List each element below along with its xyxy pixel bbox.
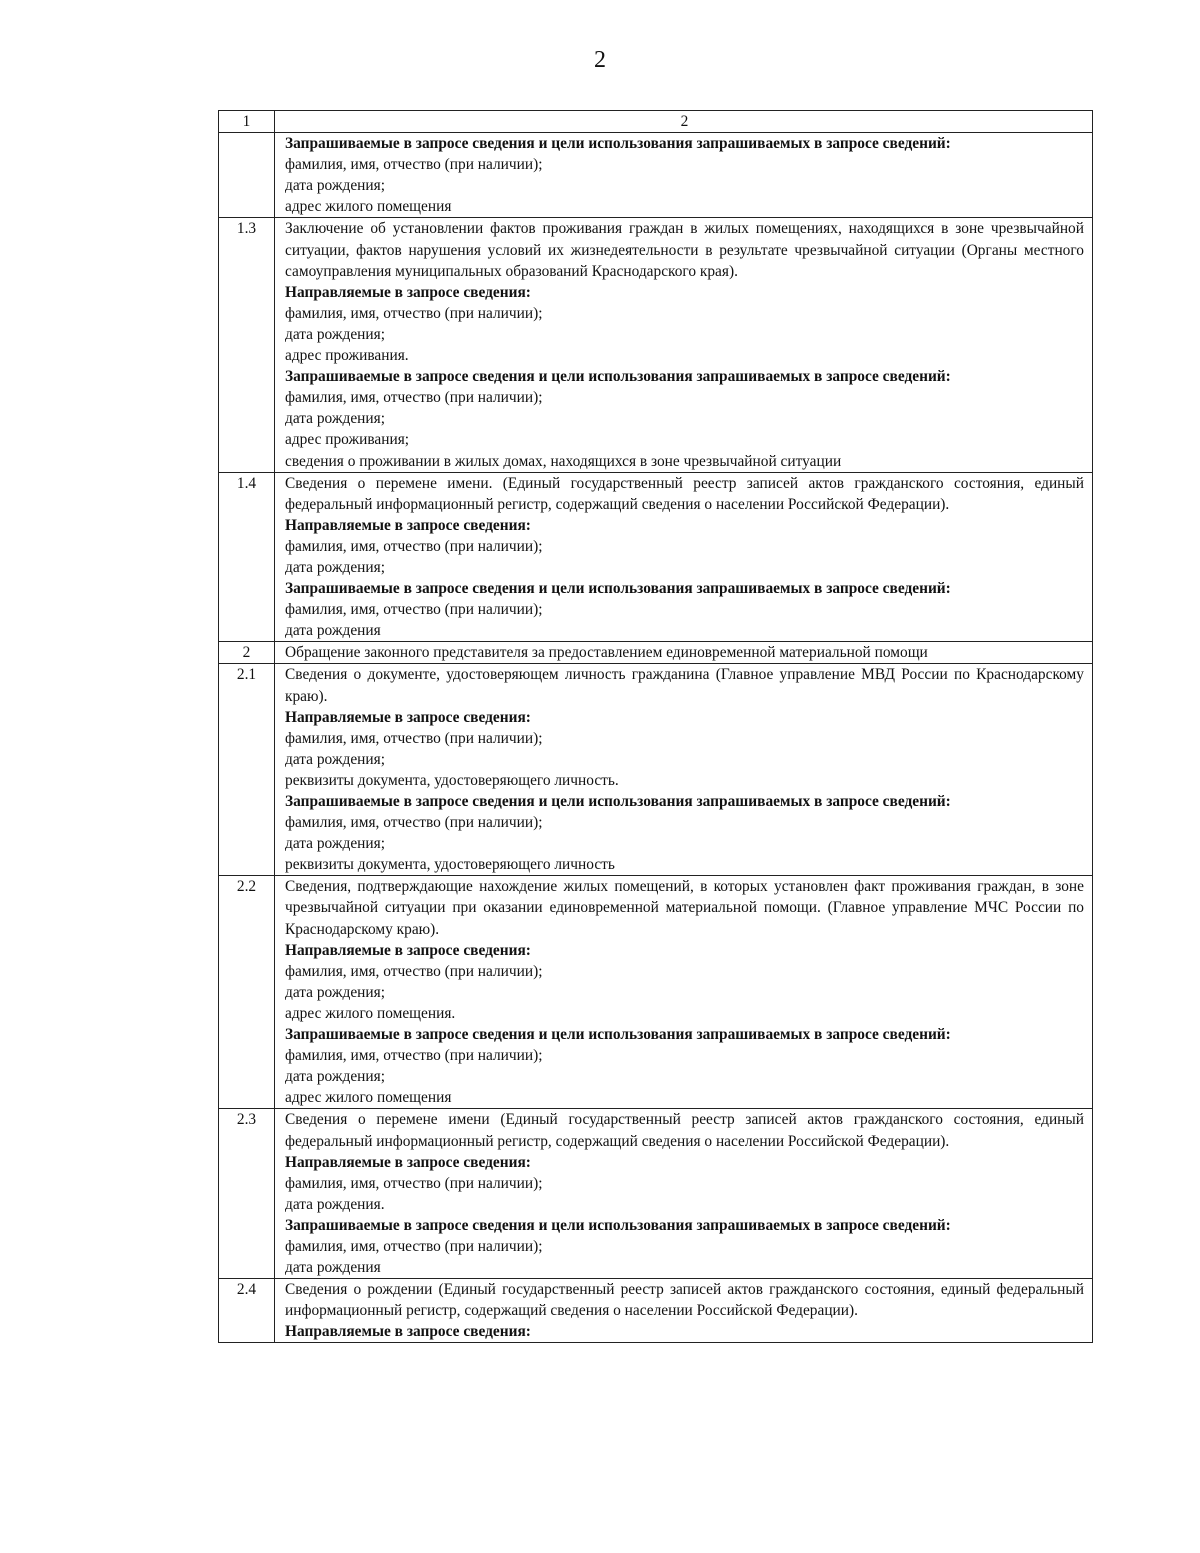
content-line: Сведения о рождении (Единый государственный реестр записей актов гражданского состояния, единый федеральный информационный регистр, содержащий сведения о населении Российской Федерации). [285, 1281, 1084, 1320]
table-row [219, 218, 1093, 472]
row-number: 2.1 [219, 664, 275, 876]
content-line: Сведения, подтверждающие нахождение жилых помещений, в которых установлен факт проживания граждан, в зоне чрезвычайной ситуации при оказании единовременной материальной помощи. (Главное управление МЧС России по Краснодарскому краю). [285, 878, 1084, 938]
content-line: фамилия, имя, отчество (при наличии); [285, 389, 543, 407]
table-row [219, 876, 1093, 1109]
content-line: фамилия, имя, отчество (при наличии); [285, 601, 543, 619]
table-row [219, 642, 1093, 664]
content-line: Обращение законного представителя за предоставлением единовременной материальной помощи [285, 644, 928, 662]
section-heading: Направляемые в запросе сведения: [285, 1153, 531, 1171]
section-heading: Запрашиваемые в запросе сведения и цели использования запрашиваемых в запросе сведений: [285, 1026, 951, 1044]
section-heading: Запрашиваемые в запросе сведения и цели использования запрашиваемых в запросе сведений: [285, 135, 951, 153]
content-line: дата рождения; [285, 325, 385, 343]
table-row [219, 472, 1093, 642]
row-number: 2.2 [219, 876, 275, 1109]
content-line: адрес жилого помещения. [285, 1004, 456, 1022]
table-header-row [219, 111, 1093, 133]
section-heading: Направляемые в запросе сведения: [285, 1323, 531, 1341]
row-number: 2 [219, 642, 275, 664]
content-line: дата рождения; [285, 983, 385, 1001]
content-line: дата рождения. [285, 1195, 385, 1213]
header-col-2: 2 [275, 111, 1093, 133]
row-content [275, 1109, 1093, 1279]
row-content [275, 642, 1093, 664]
section-heading: Запрашиваемые в запросе сведения и цели использования запрашиваемых в запросе сведений: [285, 580, 951, 598]
row-content [275, 218, 1093, 472]
row-content [275, 664, 1093, 876]
row-number: 1.4 [219, 472, 275, 642]
header-col-1: 1 [219, 111, 275, 133]
row-number: 2.3 [219, 1109, 275, 1279]
row-number: 2.4 [219, 1279, 275, 1343]
content-line: реквизиты документа, удостоверяющего личность. [285, 771, 619, 789]
content-line: дата рождения [285, 622, 381, 640]
content-line: дата рождения; [285, 558, 385, 576]
page-number: 2 [594, 47, 606, 73]
content-line: фамилия, имя, отчество (при наличии); [285, 962, 543, 980]
section-heading: Направляемые в запросе сведения: [285, 708, 531, 726]
row-content [275, 1279, 1093, 1343]
content-line: фамилия, имя, отчество (при наличии); [285, 156, 543, 174]
content-line: адрес жилого помещения [285, 1089, 452, 1107]
row-content [275, 876, 1093, 1109]
content-line: фамилия, имя, отчество (при наличии); [285, 537, 543, 555]
section-heading: Запрашиваемые в запросе сведения и цели использования запрашиваемых в запросе сведений: [285, 368, 951, 386]
content-line: дата рождения [285, 1259, 381, 1277]
content-line: адрес проживания. [285, 347, 409, 365]
row-content [275, 133, 1093, 218]
table-body [219, 111, 1093, 1343]
section-heading: Направляемые в запросе сведения: [285, 283, 531, 301]
content-line: фамилия, имя, отчество (при наличии); [285, 814, 543, 832]
content-line: адрес жилого помещения [285, 198, 452, 216]
content-line: фамилия, имя, отчество (при наличии); [285, 304, 543, 322]
section-heading: Направляемые в запросе сведения: [285, 941, 531, 959]
content-line: дата рождения; [285, 1068, 385, 1086]
content-line: дата рождения; [285, 177, 385, 195]
content-line: Заключение об установлении фактов проживания граждан в жилых помещениях, находящихся в зоне чрезвычайной ситуации, фактов нарушения условий их жизнедеятельности в результате чрезвычайной ситуации (Органы местного самоуправления муниципальных образований Краснодарского края). [285, 220, 1084, 280]
row-number [219, 133, 275, 218]
content-line: дата рождения; [285, 835, 385, 853]
table-row [219, 133, 1093, 218]
section-heading: Запрашиваемые в запросе сведения и цели использования запрашиваемых в запросе сведений: [285, 793, 951, 810]
requirements-table [218, 110, 1093, 1343]
section-heading: Запрашиваемые в запросе сведения и цели использования запрашиваемых в запросе сведений: [285, 1216, 951, 1234]
content-line: адрес проживания; [285, 431, 410, 449]
table-row [219, 1109, 1093, 1279]
content-line: Сведения о перемене имени. (Единый государственный реестр записей актов гражданского состояния, единый федеральный информационный регистр, содержащий сведения о населении Российской Федерации). [285, 474, 1084, 513]
section-heading: Направляемые в запросе сведения: [285, 516, 531, 534]
content-line: Сведения о документе, удостоверяющем личность гражданина (Главное управление МВД России по Краснодарскому краю). [285, 666, 1084, 705]
content-line: дата рождения; [285, 750, 385, 768]
content-line: фамилия, имя, отчество (при наличии); [285, 1047, 543, 1065]
content-line: фамилия, имя, отчество (при наличии); [285, 1174, 543, 1192]
content-line: сведения о проживании в жилых домах, находящихся в зоне чрезвычайной ситуации [285, 452, 842, 470]
row-number: 1.3 [219, 218, 275, 472]
table-row [219, 1279, 1093, 1343]
content-line: Сведения о перемене имени (Единый государственный реестр записей актов гражданского состояния, единый федеральный информационный регистр, содержащий сведения о населении Российской Федерации). [285, 1111, 1084, 1150]
table-row [219, 664, 1093, 876]
content-line: фамилия, имя, отчество (при наличии); [285, 729, 543, 747]
content-line: фамилия, имя, отчество (при наличии); [285, 1237, 543, 1255]
row-content [275, 472, 1093, 642]
content-line: реквизиты документа, удостоверяющего личность [285, 856, 615, 874]
content-line: дата рождения; [285, 410, 385, 428]
